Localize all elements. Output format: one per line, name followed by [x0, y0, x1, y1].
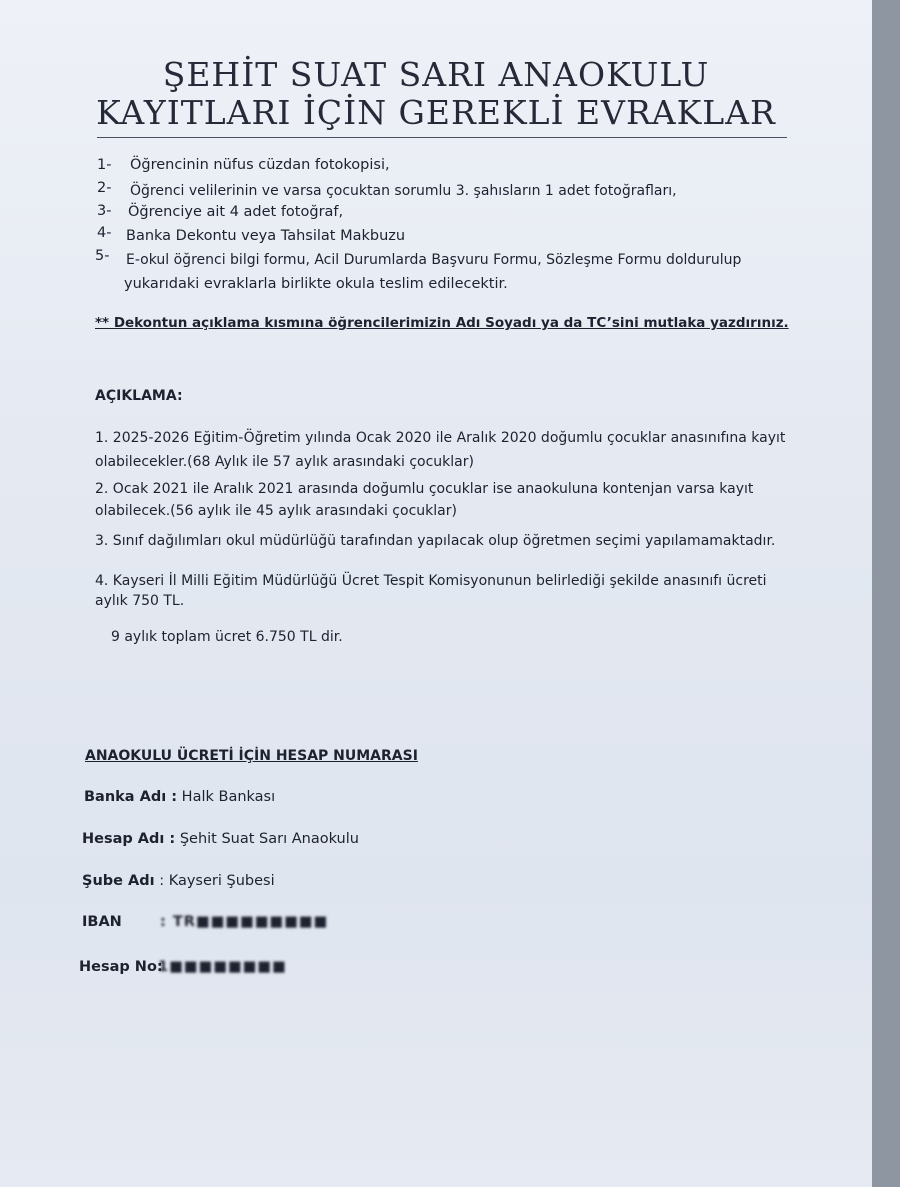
document-title-line2: KAYITLARI İÇİN GEREKLİ EVRAKLAR [96, 93, 776, 132]
aciklama-item-continued: olabilecek.(56 aylık ile 45 aylık arasındaki çocuklar) [95, 503, 457, 519]
branch-value: : Kayseri Şubesi [154, 873, 275, 889]
requirement-number: 4- [97, 225, 112, 241]
requirement-text-continued: yukarıdaki evraklarla birlikte okula teslim edilecektir. [124, 276, 508, 292]
total-fee: 9 aylık toplam ücret 6.750 TL dir. [111, 629, 343, 645]
aciklama-item-continued: aylık 750 TL. [95, 593, 185, 609]
bank-name-row [84, 787, 275, 807]
aciklama-item-continued: olabilecekler.(68 Aylık ile 57 aylık arasındaki çocuklar) [95, 454, 474, 470]
account-number-label: Hesap No: [79, 959, 163, 975]
requirement-number: 3- [97, 203, 112, 219]
aciklama-heading: AÇIKLAMA: [95, 388, 183, 404]
aciklama-item: 4. Kayseri İl Milli Eğitim Müdürlüğü Ücret Tespit Komisyonunun belirlediği şekilde anasınıfı ücreti [95, 573, 767, 589]
account-heading: ANAOKULU ÜCRETİ İÇİN HESAP NUMARASI [85, 748, 418, 764]
account-name-label: Hesap Adı : [82, 831, 176, 847]
account-number-value-redacted: 1■■■■■■■■ [158, 959, 287, 975]
bank-name-label: Banka Adı : [84, 789, 178, 805]
requirement-text: Banka Dekontu veya Tahsilat Makbuzu [126, 228, 406, 244]
document-title-line1: ŞEHİT SUAT SARI ANAOKULU [162, 55, 710, 94]
aciklama-item: 2. Ocak 2021 ile Aralık 2021 arasında doğumlu çocuklar ise anaokuluna kontenjan varsa kayıt [95, 481, 754, 497]
account-name-value: Şehit Suat Sarı Anaokulu [175, 831, 359, 847]
requirement-number: 2- [97, 180, 112, 196]
requirement-text: E-okul öğrenci bilgi formu, Acil Durumlarda Başvuru Formu, Sözleşme Formu doldurulup [126, 252, 742, 268]
requirement-number: 1- [97, 157, 112, 173]
requirement-text: Öğrencinin nüfus cüzdan fotokopisi, [130, 157, 390, 173]
iban-value-redacted: : TR■■■■■■■■■ [160, 914, 329, 930]
bank-name-value: Halk Bankası [177, 789, 276, 805]
aciklama-item: 1. 2025-2026 Eğitim-Öğretim yılında Ocak 2020 ile Aralık 2020 doğumlu çocuklar anasınıfına kayıt [95, 430, 786, 446]
iban-label: IBAN [82, 914, 122, 930]
important-note: ** Dekontun açıklama kısmına öğrencilerimizin Adı Soyadı ya da TC’sini mutlaka yazdırınız. [95, 315, 789, 331]
aciklama-item: 3. Sınıf dağılımları okul müdürlüğü tarafından yapılacak olup öğretmen seçimi yapılamamaktadır. [95, 533, 776, 549]
requirement-text: Öğrenci velilerinin ve varsa çocuktan sorumlu 3. şahısların 1 adet fotoğrafları, [130, 183, 677, 199]
branch-row [82, 871, 275, 891]
requirement-text: Öğrenciye ait 4 adet fotoğraf, [128, 204, 344, 220]
branch-label: Şube Adı [82, 873, 155, 889]
account-name-row [82, 829, 359, 849]
requirement-number: 5- [95, 248, 110, 264]
title-divider [97, 137, 787, 138]
